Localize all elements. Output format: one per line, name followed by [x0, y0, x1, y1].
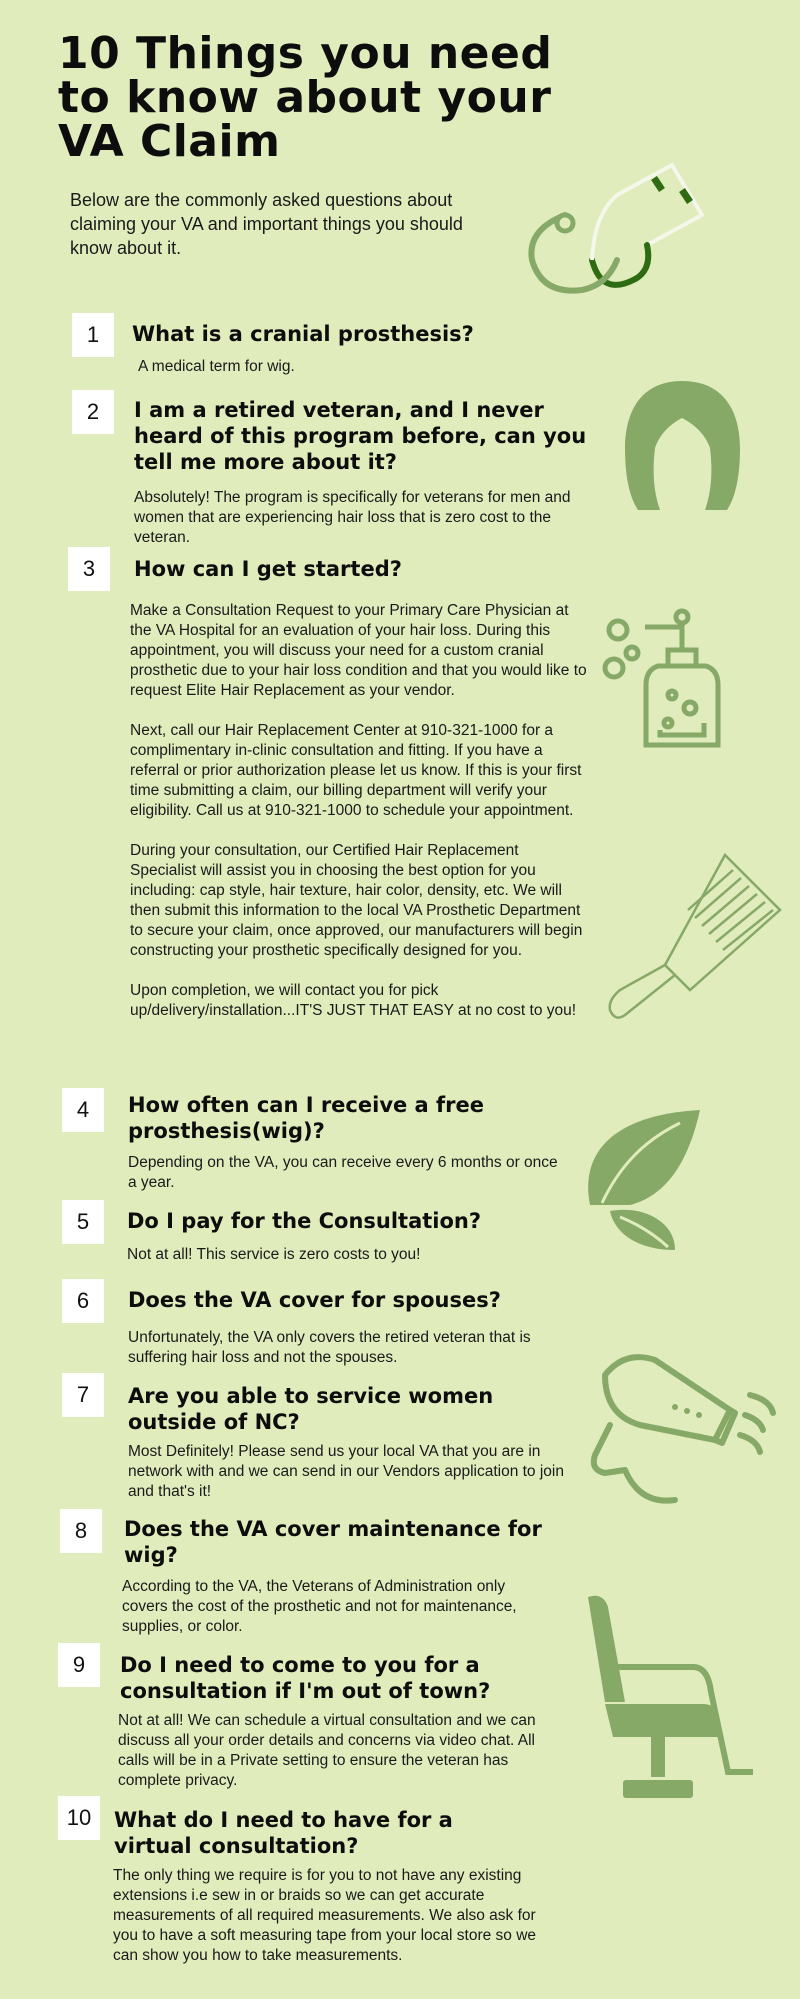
answer-paragraph: Next, call our Hair Replacement Center at 910-321-1000 for a complimentary in-clinic consultation and fitting. If you have a referral or prior authorization please let us know. If this is your first time submitting a claim, our billing department will verify your eligibility. Call us at 910-321-1000 to schedule your appointment. — [130, 722, 582, 819]
answer-paragraph: Most Definitely! Please send us your local VA that you are in network with and we can send in our Vendors application to join and that's it! — [128, 1443, 564, 1500]
page-title: 10 Things you need to know about your VA Claim — [58, 28, 553, 167]
stethoscope-icon — [522, 160, 712, 300]
leaf-icon — [580, 1105, 705, 1250]
salon-chair-icon — [583, 1592, 763, 1812]
answer-paragraph: According to the VA, the Veterans of Administration only covers the cost of the prosthetic and not for maintenance, supplies, or color. — [122, 1578, 517, 1635]
intro-text: Below are the commonly asked questions about claiming your VA and important things you should know about it. — [70, 190, 463, 258]
item-number-9: 9 — [58, 1643, 100, 1687]
answer-3 — [130, 601, 588, 1021]
question-9: Do I need to come to you for a consultation if I'm out of town? — [120, 1653, 491, 1703]
question-5: Do I pay for the Consultation? — [127, 1209, 482, 1233]
question-10: What do I need to have for a virtual consultation? — [114, 1808, 453, 1858]
answer-1 — [138, 357, 598, 377]
item-number-5: 5 — [62, 1200, 104, 1244]
answer-paragraph: Not at all! This service is zero costs to you! — [127, 1246, 421, 1263]
comb-icon — [605, 850, 785, 1030]
answer-10 — [113, 1866, 563, 1966]
item-number-2: 2 — [72, 390, 114, 434]
answer-7 — [128, 1442, 568, 1502]
question-7: Are you able to service women outside of NC? — [128, 1384, 494, 1434]
answer-paragraph: Make a Consultation Request to your Primary Care Physician at the VA Hospital for an evaluation of your hair loss. During this appointment, you will discuss your need for a custom cranial prosthetic due to your hair loss condition and that you would like to request Elite Hair Replacement as your vendor. — [130, 602, 587, 699]
answer-2 — [134, 488, 584, 548]
answer-paragraph: The only thing we require is for you to not have any existing extensions i.e sew in or braids so we can get accurate measurements of all required measurements. We also ask for you to have a soft measuring tape from your local store so we can show you how to take measurements. — [113, 1867, 537, 1964]
question-3: How can I get started? — [134, 557, 402, 581]
question-8: Does the VA cover maintenance for wig? — [124, 1517, 542, 1567]
answer-9 — [118, 1711, 558, 1791]
answer-6 — [128, 1328, 568, 1368]
question-6: Does the VA cover for spouses? — [128, 1288, 501, 1312]
item-number-8: 8 — [60, 1509, 102, 1553]
answer-paragraph: A medical term for wig. — [138, 358, 295, 375]
answer-paragraph: Not at all! We can schedule a virtual consultation and we can discuss all your order details and concerns via video chat. All calls will be in a Private setting to ensure the veteran has complete privacy. — [118, 1712, 536, 1789]
hair-dryer-icon — [585, 1345, 780, 1510]
answer-4 — [128, 1153, 558, 1193]
answer-paragraph: Unfortunately, the VA only covers the retired veteran that is suffering hair loss and not the spouses. — [128, 1329, 531, 1366]
answer-paragraph: Upon completion, we will contact you for pick up/delivery/installation...IT'S JUST THAT EASY at no cost to you! — [130, 982, 577, 1019]
answer-paragraph: During your consultation, our Certified Hair Replacement Specialist will assist you in choosing the best option for you including: cap style, hair texture, hair color, density, etc. We will then submit this information to the local VA Prosthetic Department to secure your claim, once approved, our manufacturers will begin constructing your prosthetic specifically designed for you. — [130, 842, 583, 959]
item-number-6: 6 — [62, 1279, 104, 1323]
item-number-3: 3 — [68, 547, 110, 591]
answer-paragraph: Depending on the VA, you can receive every 6 months or once a year. — [128, 1154, 558, 1191]
wig-icon — [620, 378, 745, 513]
item-number-1: 1 — [72, 313, 114, 357]
item-number-4: 4 — [62, 1088, 104, 1132]
question-4: How often can I receive a free prosthesis(wig)? — [128, 1093, 485, 1143]
answer-8 — [122, 1577, 552, 1637]
item-number-10: 10 — [58, 1796, 100, 1840]
item-number-7: 7 — [62, 1373, 104, 1417]
answer-5 — [127, 1245, 567, 1265]
question-1: What is a cranial prosthesis? — [132, 322, 474, 346]
question-2: I am a retired veteran, and I never heard of this program before, can you tell me more about it? — [134, 398, 587, 474]
answer-paragraph: Absolutely! The program is specifically for veterans for men and women that are experiencing hair loss that is zero cost to the veteran. — [134, 489, 571, 546]
soap-dispenser-icon — [600, 605, 730, 755]
